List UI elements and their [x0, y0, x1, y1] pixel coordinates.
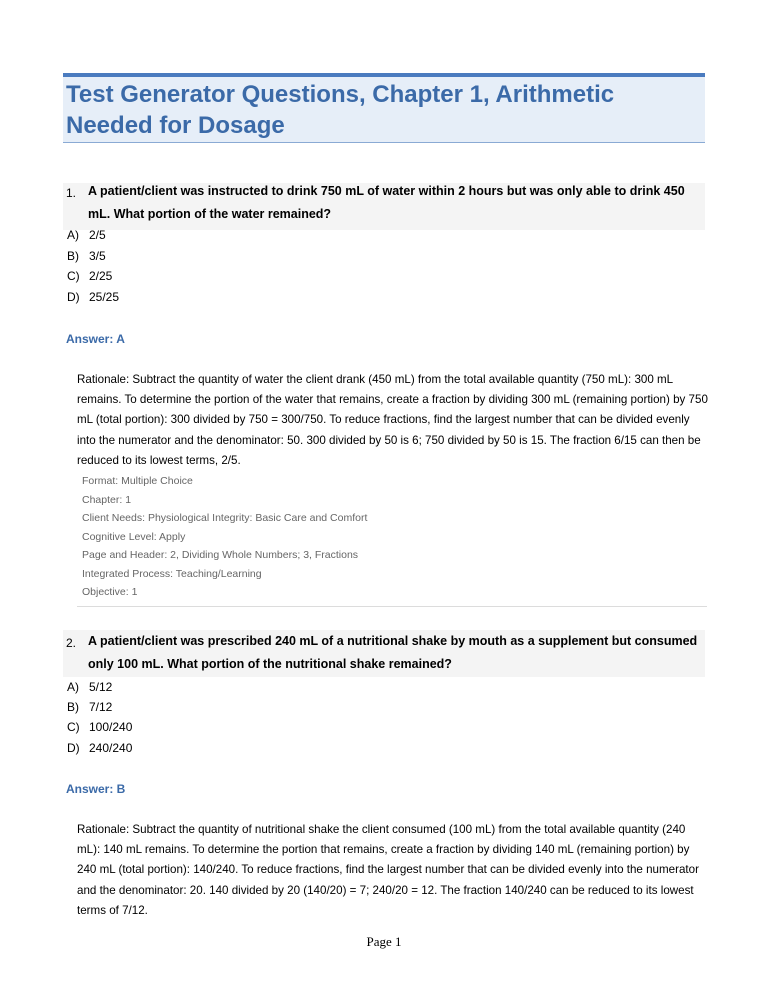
- meta-cognitive-level: Cognitive Level: Apply: [82, 530, 186, 543]
- meta-objective: Objective: 1: [82, 586, 138, 598]
- meta-page-header: Page and Header: 2, Dividing Whole Numbers; 3, Fractions: [82, 549, 359, 561]
- question-1-option-c: C) 2/25: [67, 269, 113, 283]
- question-2-text: A patient/client was prescribed 240 mL of a nutritional shake by mouth as a supplement but consumed only 100 mL. What portion of the nutritional shake remained?: [88, 634, 698, 671]
- question-1-option-a: A) 2/5: [67, 228, 106, 242]
- question-1-number: 1.: [66, 186, 77, 200]
- question-2-option-b: B) 7/12: [67, 700, 113, 714]
- meta-integrated-process: Integrated Process: Teaching/Learning: [82, 567, 262, 580]
- question-1-metadata: [82, 472, 367, 602]
- meta-format: Format: Multiple Choice: [82, 475, 193, 487]
- page-number: Page 1: [366, 934, 402, 949]
- question-1-rationale: Rationale: Subtract the quantity of water the client drank (450 mL) from the total available quantity (750 mL): 300 mL remains. To determine the portion of the water that remains, create a fraction by dividing 300 mL (remaining portion) by 750 mL (total portion): 300 divided by 750 = 300/750. To reduce fractions, find the largest number that can be divided evenly into the numerator and the denominator: 50. 300 divided by 50 is 6; 750 divided by 50 is 15. The fraction 6/15 can then be reduced to its lowest terms, 2/5.: [77, 373, 708, 467]
- question-1-answer: Answer: A: [66, 332, 125, 346]
- question-2-answer: Answer: B: [66, 782, 126, 796]
- meta-client-needs: Client Needs: Physiological Integrity: Basic Care and Comfort: [82, 512, 368, 524]
- question-1-text: A patient/client was instructed to drink 750 mL of water within 2 hours but was only able to drink 450 mL. What portion of the water remained?: [88, 184, 685, 221]
- question-1-option-d: D) 25/25: [67, 290, 120, 304]
- question-2-option-c: C) 100/240: [67, 720, 133, 734]
- question-1-option-b: B) 3/5: [67, 249, 106, 263]
- page-title: Test Generator Questions, Chapter 1, Arithmetic Needed for Dosage: [66, 81, 615, 139]
- question-2-option-a: A) 5/12: [67, 680, 113, 694]
- meta-chapter: Chapter: 1: [82, 493, 132, 506]
- question-2-option-d: D) 240/240: [67, 741, 133, 755]
- question-2-rationale: Rationale: Subtract the quantity of nutritional shake the client consumed (100 mL) from the total available quantity (240 mL): 140 mL remains. To determine the portion that remains, create a fraction by dividing 140 mL (remaining portion) by 240 mL (total portion): 140/240. To reduce fractions, find the largest number that can be divided evenly into the numerator and the denominator: 20. 140 divided by 20 (140/20) = 7; 240/20 = 12. The fraction 140/240 can be reduced to its lowest terms of 7/12.: [77, 823, 699, 917]
- question-divider: [77, 606, 707, 607]
- question-2-number: 2.: [66, 636, 77, 650]
